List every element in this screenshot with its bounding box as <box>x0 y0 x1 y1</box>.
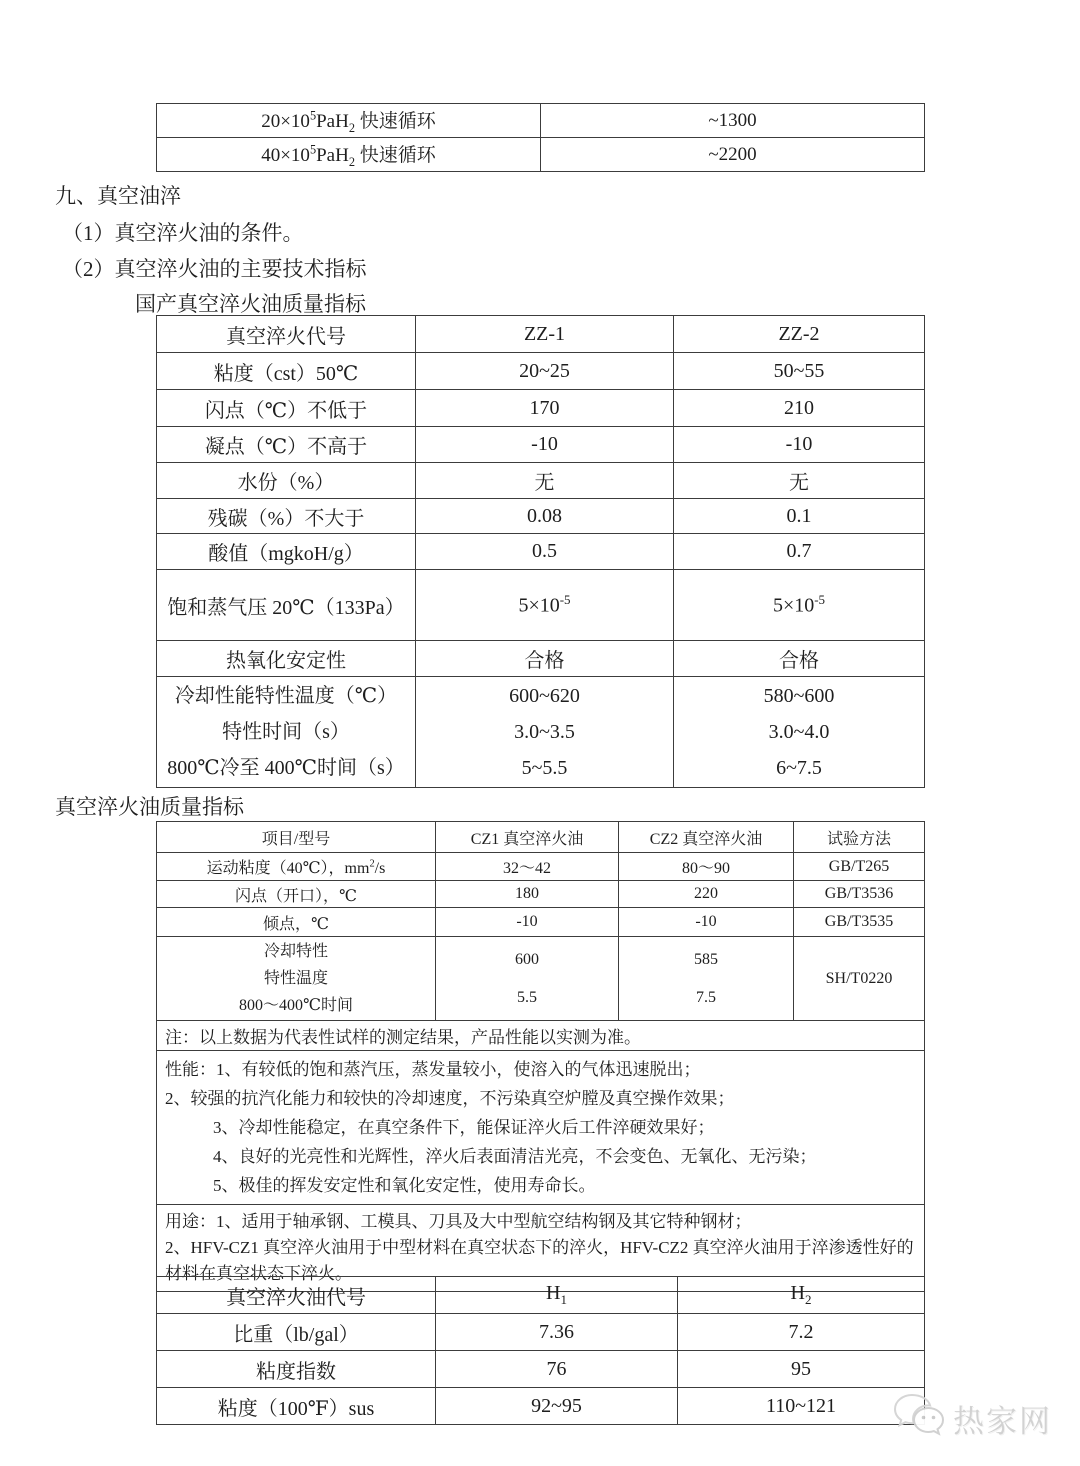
cell-zz1: $5\times 10^{-5}$ <box>416 570 674 641</box>
usage-cell: 用途：1、适用于轴承钢、工模具、刀具及大中型航空结构钢及其它特种钢材； 2、HFV-CZ1 真空淬火油用于中型材料在真空状态下的淬火，HFV-CZ2 真空淬火油用于淬渗透性好的 材料在真空状态下淬火。 <box>157 1205 925 1292</box>
table-row <box>157 881 925 908</box>
performance-row <box>157 1051 925 1205</box>
row-label: 水份（%） <box>157 463 416 499</box>
cycle-value-cell: ~1300 <box>541 104 925 138</box>
cell-h1: 92~95 <box>436 1388 678 1425</box>
table-row-vapor <box>157 570 925 641</box>
table-row <box>157 353 925 390</box>
cell-zz2: 0.7 <box>674 534 925 570</box>
table-row <box>157 499 925 534</box>
cell-cz1: 32～42 <box>436 853 619 881</box>
cell-zz1: 无 <box>416 463 674 499</box>
table-row <box>157 390 925 427</box>
cell-cz2: -10 <box>619 908 794 937</box>
cell-h2: 110~121 <box>678 1388 925 1425</box>
table-row <box>157 853 925 881</box>
cell-cz1: 600 5.5 <box>436 937 619 1021</box>
table-row <box>157 1351 925 1388</box>
list-item-2: （2）真空淬火油的主要技术指标 <box>62 257 367 281</box>
cell-method: GB/T3535 <box>794 908 925 937</box>
watermark-text: 热家网 <box>953 1404 1052 1439</box>
header-cell: $H_2$ <box>678 1277 925 1314</box>
cell-h2: 7.2 <box>678 1314 925 1351</box>
table-header-row <box>157 316 925 353</box>
cell-zz1: 20~25 <box>416 353 674 390</box>
header-cell: CZ2 真空淬火油 <box>619 822 794 853</box>
header-cell: 试验方法 <box>794 822 925 853</box>
cell-cz2: 220 <box>619 881 794 908</box>
header-cell: CZ1 真空淬火油 <box>436 822 619 853</box>
cell-zz2: $5\times 10^{-5}$ <box>674 570 925 641</box>
header-cell: 项目/型号 <box>157 822 436 853</box>
row-label: 冷却特性 特性温度 800～400℃时间 <box>157 937 436 1021</box>
cell-cz1: -10 <box>436 908 619 937</box>
table-row <box>157 104 925 138</box>
row-label: 闪点（℃）不低于 <box>157 390 416 427</box>
section-heading: 九、真空油淬 <box>55 184 181 208</box>
site-watermark <box>893 1392 1052 1445</box>
cell-zz1: -10 <box>416 427 674 463</box>
cell-cz1: 180 <box>436 881 619 908</box>
oil-code-table <box>156 1276 925 1425</box>
row-label: 闪点（开口），℃ <box>157 881 436 908</box>
header-cell: ZZ-2 <box>674 316 925 353</box>
cell-zz2: 0.1 <box>674 499 925 534</box>
table-row <box>157 138 925 172</box>
table-header-row <box>157 822 925 853</box>
cell-zz2: 50~55 <box>674 353 925 390</box>
table-row <box>157 463 925 499</box>
cell-zz2: 合格 <box>674 641 925 677</box>
cell-zz2: 210 <box>674 390 925 427</box>
table-row <box>157 427 925 463</box>
table-caption-domestic: 国产真空淬火油质量指标 <box>135 292 366 316</box>
table-header-row <box>157 1277 925 1314</box>
table-row <box>157 534 925 570</box>
cell-h2: 95 <box>678 1351 925 1388</box>
row-label: 粘度（cst）50℃ <box>157 353 416 390</box>
cycle-value-cell: ~2200 <box>541 138 925 172</box>
cell-method: GB/T265 <box>794 853 925 881</box>
header-cell: ZZ-1 <box>416 316 674 353</box>
header-cell: $H_1$ <box>436 1277 678 1314</box>
table-row <box>157 641 925 677</box>
row-label: 粘度指数 <box>157 1351 436 1388</box>
table-row <box>157 1388 925 1425</box>
list-item-1: （1）真空淬火油的条件。 <box>62 221 304 245</box>
hydrogen-cycle-table <box>156 103 925 172</box>
cycle-label-cell: $40\times 10^5PaH_2$ 快速循环 <box>157 138 541 172</box>
cycle-label-cell: $20\times 10^5PaH_2$ 快速循环 <box>157 104 541 138</box>
cell-zz2: 无 <box>674 463 925 499</box>
row-label: 粘度（100℉）sus <box>157 1388 436 1425</box>
cell-zz2: -10 <box>674 427 925 463</box>
wechat-icon <box>893 1392 947 1445</box>
table-row-cooling <box>157 937 925 1021</box>
cell-zz1: 170 <box>416 390 674 427</box>
header-cell: 真空淬火油代号 <box>157 1277 436 1314</box>
row-label: 酸值（mgkoH/g） <box>157 534 416 570</box>
row-label: 倾点，℃ <box>157 908 436 937</box>
cell-h1: 76 <box>436 1351 678 1388</box>
cell-method: SH/T0220 <box>794 937 925 1021</box>
cell-zz1: 合格 <box>416 641 674 677</box>
table-note-row <box>157 1021 925 1051</box>
cell-zz1: 0.5 <box>416 534 674 570</box>
table-row <box>157 908 925 937</box>
row-label: 运动粘度（40℃），$mm^2/s$ <box>157 853 436 881</box>
cell-zz1: 600~620 3.0~3.5 5~5.5 <box>416 677 674 788</box>
table-row <box>157 1314 925 1351</box>
cell-zz2: 580~600 3.0~4.0 6~7.5 <box>674 677 925 788</box>
domestic-oil-table <box>156 315 925 788</box>
note-cell: 注：以上数据为代表性试样的测定结果，产品性能以实测为准。 <box>157 1021 925 1051</box>
table-caption-quality: 真空淬火油质量指标 <box>55 795 244 819</box>
row-label: 凝点（℃）不高于 <box>157 427 416 463</box>
cell-cz2: 80～90 <box>619 853 794 881</box>
row-label: 残碳（%）不大于 <box>157 499 416 534</box>
row-label: 饱和蒸气压 20℃（133Pa） <box>157 570 416 641</box>
cell-zz1: 0.08 <box>416 499 674 534</box>
quality-index-table <box>156 821 925 1292</box>
row-label: 热氧化安定性 <box>157 641 416 677</box>
performance-cell: 性能：1、有较低的饱和蒸汽压，蒸发量较小，使溶入的气体迅速脱出； 2、较强的抗汽化能力和较快的冷却速度，不污染真空炉膛及真空操作效果； 3、冷却性能稳定，在真空条件下，能保证淬火后工件淬硬效果好； 4、良好的光亮性和光辉性，淬火后表面清洁光亮，不会变色、无氧化、无污染； 5、极佳的挥发安定性和氧化安定性，使用寿命长。 <box>157 1051 925 1205</box>
row-label: 比重（lb/gal） <box>157 1314 436 1351</box>
cell-cz2: 585 7.5 <box>619 937 794 1021</box>
header-cell: 真空淬火代号 <box>157 316 416 353</box>
row-label: 冷却性能特性温度（℃） 特性时间（s） 800℃冷至 400℃时间（s） <box>157 677 416 788</box>
cell-method: GB/T3536 <box>794 881 925 908</box>
table-row-cooling <box>157 677 925 788</box>
cell-h1: 7.36 <box>436 1314 678 1351</box>
